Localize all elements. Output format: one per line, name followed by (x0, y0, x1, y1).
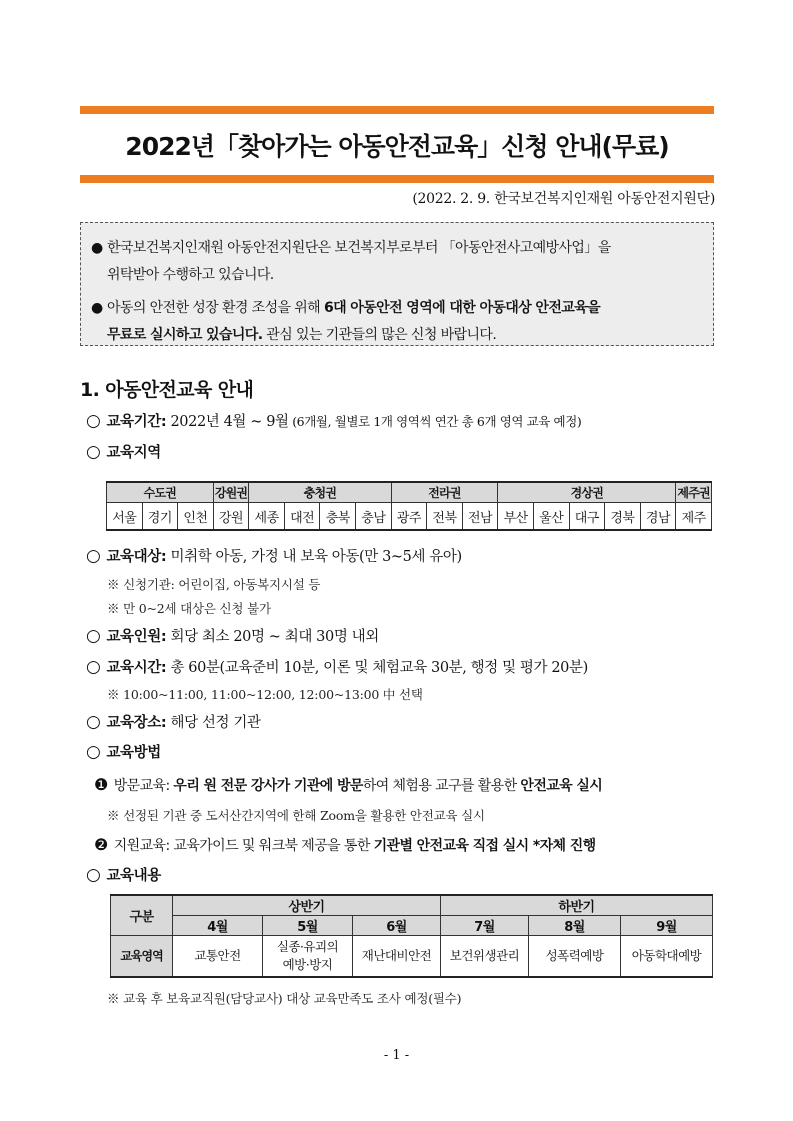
region-group: 수도권 (107, 482, 214, 503)
region-city: 전남 (462, 503, 498, 531)
circle-bullet-icon: ○ (86, 626, 101, 646)
page-title: 2022년「찾아가는 아동안전교육」신청 안내(무료) (125, 132, 669, 161)
region-city: 충남 (356, 503, 392, 531)
item-label: 교육시간: (106, 660, 167, 676)
target-note-1: ※ 신청기관: 어린이집, 아동복지시설 등 (107, 577, 321, 592)
item-label: 교육인원: (106, 629, 167, 645)
region-city: 서울 (107, 503, 143, 531)
page-number: - 1 - (383, 1048, 410, 1063)
title-bottom-bar (80, 175, 714, 183)
content-table (110, 894, 713, 978)
content-half-row (111, 895, 713, 916)
section-heading: 1. 아동안전교육 안내 (80, 379, 254, 401)
row-label: 교육영역 (111, 936, 173, 978)
circle-bullet-icon: ○ (86, 712, 101, 732)
region-city: 대전 (284, 503, 320, 531)
region-group: 강원권 (213, 482, 249, 503)
item-detail: (6개월, 월별로 1개 영역씩 연간 총 6개 영역 교육 예정) (288, 414, 582, 429)
region-city: 전북 (427, 503, 463, 531)
region-city: 세종 (249, 503, 285, 531)
item-label: 교육대상: (106, 549, 167, 565)
item-headcount (86, 625, 379, 646)
region-city: 인천 (178, 503, 214, 531)
method-visit (94, 775, 602, 795)
region-city: 제주 (676, 503, 712, 531)
number-two-icon: ❷ (94, 835, 108, 854)
item-period (86, 410, 581, 431)
item-value: 회당 최소 20명 ~ 최대 30명 내외 (166, 629, 379, 645)
content-month-row (111, 916, 713, 936)
circle-bullet-icon: ○ (86, 657, 101, 677)
region-city: 광주 (391, 503, 427, 531)
region-city: 경남 (640, 503, 676, 531)
month-header: 6월 (353, 916, 441, 936)
half-header: 상반기 (173, 895, 441, 916)
region-table (106, 481, 712, 531)
method-note: ※ 선정된 기관 중 도서산간지역에 한해 Zoom을 활용한 안전교육 실시 (107, 808, 485, 823)
area-line: 예방·방지 (282, 957, 333, 972)
area-line: 실종·유괴의 (276, 939, 339, 954)
notice-emphasis: 무료로 실시하고 있습니다. (107, 327, 263, 343)
region-city: 울산 (533, 503, 569, 531)
target-note-2: ※ 만 0~2세 대상은 신청 불가 (107, 601, 271, 616)
bullet-icon: ● (91, 240, 103, 256)
item-region (86, 441, 161, 462)
notice-box (80, 222, 714, 346)
number-one-icon: ❶ (94, 775, 108, 794)
region-city: 대구 (569, 503, 605, 531)
notice-item-2 (91, 295, 699, 349)
region-group: 제주권 (676, 482, 712, 503)
method-text: 지원교육: 교육가이드 및 워크북 제공을 통한 (113, 838, 374, 854)
method-emphasis: 안전교육 실시 (520, 778, 603, 794)
item-label: 교육장소: (106, 715, 167, 731)
notice-text: 관심 있는 기관들의 많은 신청 바랍니다. (262, 327, 497, 343)
content-note: ※ 교육 후 보육교직원(담당교사) 대상 교육만족도 조사 예정(필수) (107, 991, 462, 1006)
month-header: 8월 (529, 916, 621, 936)
month-header: 4월 (173, 916, 263, 936)
item-content (86, 864, 161, 885)
area-cell: 재난대비안전 (353, 936, 441, 978)
item-place (86, 711, 261, 732)
month-header: 5월 (263, 916, 353, 936)
date-line: (2022. 2. 9. 한국보건복지인재원 아동안전지원단) (412, 191, 715, 207)
area-cell: 아동학대예방 (621, 936, 713, 978)
region-city-row (107, 503, 712, 531)
month-header: 9월 (621, 916, 713, 936)
item-value: 해당 선정 기관 (166, 715, 261, 731)
circle-bullet-icon: ○ (86, 546, 101, 566)
content-data-row (111, 936, 713, 978)
region-group-row (107, 482, 712, 503)
notice-text: 위탁받아 수행하고 있습니다. (107, 267, 274, 283)
item-label: 교육내용 (106, 868, 161, 884)
circle-bullet-icon: ○ (86, 742, 101, 762)
title-top-bar (80, 106, 714, 114)
method-emphasis: 우리 원 전문 강사가 기관에 방문 (173, 778, 363, 794)
notice-emphasis: 6대 아동안전 영역에 대한 아동대상 안전교육을 (323, 300, 601, 316)
area-cell: 성폭력예방 (529, 936, 621, 978)
region-group: 전라권 (391, 482, 498, 503)
bullet-icon: ● (91, 300, 103, 316)
category-header: 구분 (111, 895, 173, 936)
item-label: 교육기간: (106, 414, 167, 430)
region-city: 부산 (498, 503, 534, 531)
region-group: 경상권 (498, 482, 676, 503)
item-target (86, 545, 462, 566)
circle-bullet-icon: ○ (86, 865, 101, 885)
item-value: 2022년 4월 ~ 9월 (166, 414, 289, 430)
region-city: 강원 (213, 503, 249, 531)
circle-bullet-icon: ○ (86, 411, 101, 431)
half-header: 하반기 (441, 895, 713, 916)
notice-text: 한국보건복지인재원 아동안전지원단은 보건복지부로부터 「아동안전사고예방사업」을 (107, 240, 611, 256)
item-time (86, 656, 588, 677)
notice-item-1 (91, 235, 699, 289)
method-emphasis: 기관별 안전교육 직접 실시 *자체 진행 (373, 838, 596, 854)
circle-bullet-icon: ○ (86, 442, 101, 462)
method-text: 방문교육: (113, 778, 174, 794)
region-city: 경기 (142, 503, 178, 531)
region-city: 충북 (320, 503, 356, 531)
item-label: 교육지역 (106, 445, 161, 461)
area-cell: 교통안전 (173, 936, 263, 978)
area-cell (263, 936, 353, 978)
time-note: ※ 10:00~11:00, 11:00~12:00, 12:00~13:00 中 선택 (107, 687, 423, 702)
method-support (94, 835, 596, 855)
method-text: 하여 체험용 교구를 활용한 (362, 778, 521, 794)
month-header: 7월 (441, 916, 529, 936)
region-group: 충청권 (249, 482, 391, 503)
notice-text: 아동의 안전한 성장 환경 조성을 위해 (107, 300, 324, 316)
item-value: 총 60분(교육준비 10분, 이론 및 체험교육 30분, 행정 및 평가 20분) (166, 660, 588, 676)
item-method (86, 741, 161, 762)
region-city: 경북 (605, 503, 641, 531)
item-value: 미취학 아동, 가정 내 보육 아동(만 3~5세 유아) (166, 549, 462, 565)
area-cell: 보건위생관리 (441, 936, 529, 978)
item-label: 교육방법 (106, 745, 161, 761)
